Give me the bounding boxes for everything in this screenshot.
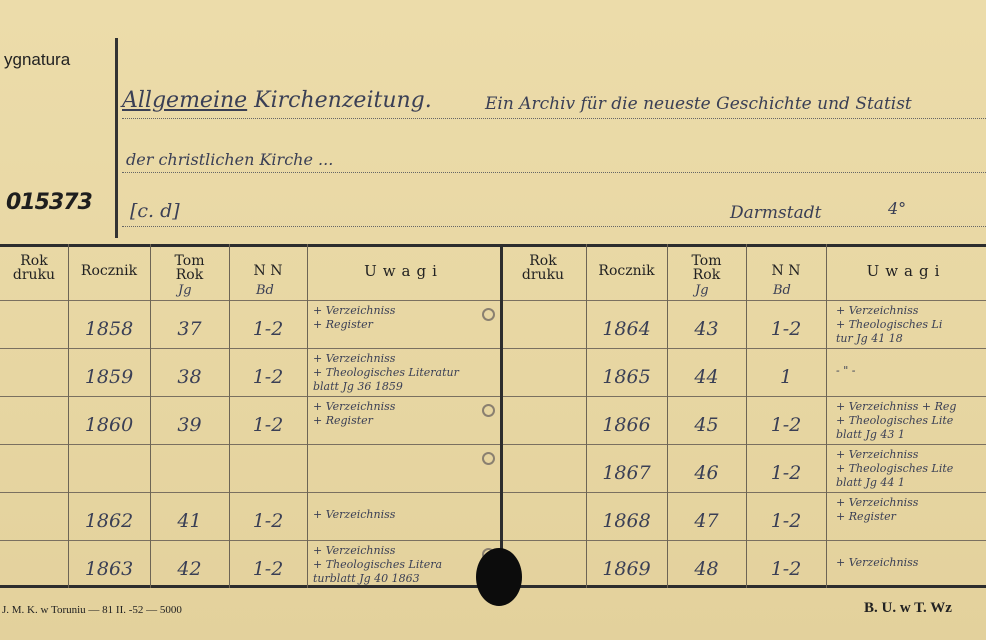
header-text: Rok (20, 253, 48, 269)
stamp-ring-icon (482, 404, 495, 417)
header-text: Rok (692, 267, 721, 283)
signature-number: 015373 (6, 190, 92, 215)
header-nn-hand: Bd (256, 283, 274, 298)
col-rule (826, 244, 827, 588)
title-main (122, 88, 432, 113)
cell-uwagi-line: tur Jg 41 18 (836, 332, 903, 345)
cell-uwagi-line: + Theologisches Litera (313, 558, 443, 571)
signature-divider (115, 38, 118, 238)
cell-uwagi-line: blatt Jg 36 1859 (313, 380, 403, 393)
dotted-rule-1 (122, 118, 986, 119)
cell-nn: 1-2 (252, 510, 284, 532)
format: 4° (888, 199, 907, 218)
cell-nn: 1-2 (770, 414, 802, 436)
stamp-ring-icon (482, 452, 495, 465)
cell-nn: 1-2 (252, 366, 284, 388)
cell-nn: 1-2 (770, 510, 802, 532)
center-divider (500, 244, 503, 588)
table-top-rule (0, 244, 986, 247)
cell-uwagi-line: + Verzeichniss + Reg (836, 400, 957, 413)
cell-uwagi-line: + Verzeichniss (836, 448, 919, 461)
cell-uwagi-line: + Register (313, 318, 373, 331)
row-rule (0, 540, 986, 541)
cell-uwagi-line: + Verzeichniss (836, 496, 919, 509)
cell-uwagi-line: + Theologisches Lite (836, 414, 954, 427)
cell-rocznik: 1862 (84, 510, 134, 532)
header-rocznik-right: Rocznik (598, 263, 655, 279)
cell-uwagi-line: + Verzeichniss (313, 544, 396, 557)
header-tom-hand: Jg (178, 283, 192, 298)
cell-uwagi-line: + Register (313, 414, 373, 427)
cell-tom: 39 (177, 414, 202, 436)
cell-nn: 1-2 (252, 318, 284, 340)
cell-uwagi-line: + Verzeichniss (836, 556, 919, 569)
header-tom (150, 254, 229, 282)
title-word-2: Kirchenzeitung. (254, 88, 432, 113)
header-text: Tom (691, 253, 722, 269)
cell-rocznik: 1869 (602, 558, 651, 580)
header-nn-hand-right: Bd (773, 283, 791, 298)
cell-rocznik: 1859 (84, 366, 134, 388)
header-text: Tom (174, 253, 205, 269)
cell-rocznik: 1866 (602, 414, 651, 436)
row-rule (0, 444, 986, 445)
row-rule (0, 348, 986, 349)
cell-rocznik: 1858 (84, 318, 134, 340)
cell-rocznik: 1867 (602, 462, 651, 484)
title-line-2: der christlichen Kirche ... (126, 150, 334, 169)
punch-hole (476, 548, 522, 606)
header-rok-druku (0, 254, 68, 282)
cell-tom: 44 (694, 366, 719, 388)
cell-uwagi-line: + Verzeichniss (313, 352, 396, 365)
cell-uwagi-line: - " - (836, 364, 856, 377)
cell-tom: 43 (694, 318, 719, 340)
header-tom-right (667, 254, 746, 282)
holdings-table (0, 244, 986, 588)
cell-tom: 48 (694, 558, 719, 580)
cell-nn: 1-2 (252, 414, 284, 436)
cell-tom: 46 (694, 462, 719, 484)
header-nn: N N (253, 263, 283, 279)
row-rule (0, 396, 986, 397)
cell-uwagi-line: + Theologisches Li (836, 318, 943, 331)
cell-uwagi-line: + Verzeichniss (313, 304, 396, 317)
edition-note: [c. d] (130, 200, 180, 222)
header-uwagi-right: Uwagi (866, 262, 946, 280)
cell-rocznik: 1868 (602, 510, 651, 532)
col-rule (307, 244, 308, 588)
header-rule (0, 300, 986, 301)
header-text: druku (12, 267, 56, 283)
cell-tom: 42 (177, 558, 202, 580)
cell-uwagi-line: + Theologisches Literatur (313, 366, 459, 379)
cell-nn: 1-2 (770, 558, 802, 580)
dotted-rule-2 (122, 172, 986, 173)
header-text: Rok (175, 267, 204, 283)
sygnatura-label: ygnatura (4, 50, 71, 69)
cell-uwagi-line: + Verzeichniss (313, 508, 396, 521)
cell-tom: 41 (177, 510, 202, 532)
cell-uwagi-line: blatt Jg 43 1 (836, 428, 905, 441)
cell-uwagi-line: + Register (836, 510, 896, 523)
cell-rocznik: 1860 (84, 414, 134, 436)
cell-tom: 37 (177, 318, 202, 340)
title-subtitle: Ein Archiv für die neueste Geschichte und Statist (485, 94, 912, 114)
cell-uwagi-line: + Theologisches Lite (836, 462, 954, 475)
cell-nn: 1-2 (252, 558, 284, 580)
stamp-ring-icon (482, 308, 495, 321)
cell-uwagi-line: turblatt Jg 40 1863 (313, 572, 420, 585)
cell-rocznik: 1864 (602, 318, 651, 340)
dotted-rule-3 (122, 226, 986, 227)
header-tom-hand-right: Jg (695, 283, 709, 298)
cell-rocznik: 1865 (602, 366, 651, 388)
cell-tom: 47 (694, 510, 719, 532)
cell-tom: 45 (694, 414, 719, 436)
cell-uwagi-line: blatt Jg 44 1 (836, 476, 905, 489)
cell-rocznik: 1863 (84, 558, 134, 580)
header-rok-druku-right (500, 254, 586, 282)
cell-nn: 1 (779, 366, 793, 388)
printer-imprint: J. M. K. w Toruniu — 81 II. -52 — 5000 (2, 604, 182, 616)
header-nn-right: N N (771, 263, 801, 279)
header-uwagi: Uwagi (364, 262, 443, 280)
library-code: B. U. w T. Wz (864, 600, 952, 616)
header-rocznik: Rocznik (80, 263, 138, 279)
place-of-publication: Darmstadt (730, 203, 822, 223)
header-text: druku (521, 267, 565, 283)
title-word-1: Allgemeine (122, 88, 248, 113)
row-rule (0, 492, 986, 493)
cell-nn: 1-2 (770, 462, 802, 484)
cell-tom: 38 (177, 366, 202, 388)
cell-uwagi-line: + Verzeichniss (836, 304, 919, 317)
cell-uwagi-line: + Verzeichniss (313, 400, 396, 413)
cell-nn: 1-2 (770, 318, 802, 340)
header-text: Rok (529, 253, 557, 269)
